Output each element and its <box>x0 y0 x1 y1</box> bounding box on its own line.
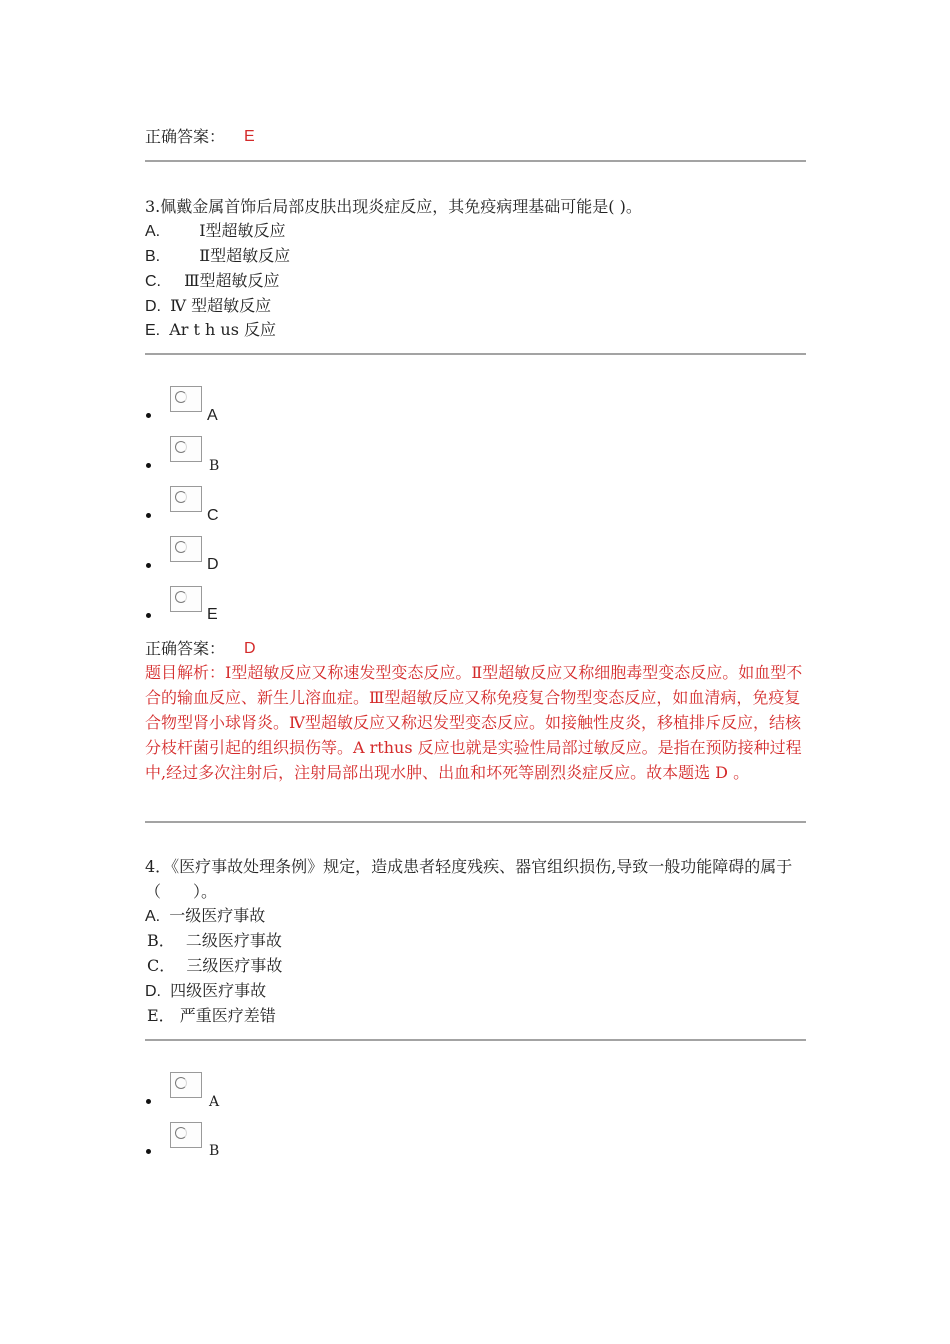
q4-option-text: 四级医疗事故 <box>170 981 267 1000</box>
choice-label: B <box>209 458 220 474</box>
question-4-stem: 4．《医疗事故处理条例》规定，造成患者轻度残疾、器官组织损伤,导致一般功能障碍的属于（ ）。 <box>145 857 793 901</box>
q3-option-a <box>145 221 286 242</box>
q4-option-letter: A. <box>145 908 161 925</box>
bullet <box>146 413 151 418</box>
q4-option-a <box>145 906 265 927</box>
q3-option-b <box>145 246 290 267</box>
explanation-text: 题目解析：Ⅰ型超敏反应又称速发型变态反应。Ⅱ型超敏反应又称细胞毒型变态反应。如血型不合的输血反应、新生儿溶血症。Ⅲ型超敏反应又称免疫复合物型变态反应，如血清病，免疫复合物型肾小球肾炎。Ⅳ型超敏反应又称迟发型变态反应。如接触性皮炎，移植排斥反应，结核分枝杆菌引起的组织损伤等。A rthus 反应也就是实验性局部过敏反应。是指在预防接种过程中,经过多次注射后，注射局部出现水肿、出血和坏死等剧烈炎症反应。故本题选 D 。 <box>145 663 803 782</box>
q3-option-letter: D. <box>145 298 161 315</box>
q4-option-text: 三级医疗事故 <box>186 956 283 975</box>
choice-label: B <box>209 1143 220 1159</box>
q3-option-text: Ⅲ型超敏反应 <box>184 271 280 290</box>
radio-button[interactable] <box>170 536 202 562</box>
radio-icon <box>175 1077 187 1089</box>
choice-label: E <box>207 606 218 623</box>
bullet <box>146 513 151 518</box>
bullet <box>146 1099 151 1104</box>
bullet <box>146 1149 151 1154</box>
q4-option-letter: B． <box>147 931 175 950</box>
divider <box>145 160 806 162</box>
q4-option-text: 二级医疗事故 <box>185 931 282 950</box>
radio-button[interactable] <box>170 586 202 612</box>
radio-button[interactable] <box>170 1122 202 1148</box>
bullet <box>146 463 151 468</box>
q3-option-text: Ⅳ 型超敏反应 <box>170 296 272 315</box>
bullet <box>146 563 151 568</box>
radio-button[interactable] <box>170 1072 202 1098</box>
question-3-stem: 3.佩戴金属首饰后局部皮肤出现炎症反应，其免疫病理基础可能是( )。 <box>145 197 642 216</box>
q3-option-letter: B. <box>145 248 161 265</box>
q4-option-e <box>147 1006 276 1026</box>
q4-option-b <box>147 931 282 951</box>
correct-answer-label: 正确答案： <box>145 639 226 658</box>
choice-label: A <box>209 1094 220 1110</box>
radio-button[interactable] <box>170 436 202 462</box>
choice-label: A <box>207 407 218 424</box>
radio-button[interactable] <box>170 386 202 412</box>
radio-icon <box>175 1127 187 1139</box>
q3-option-text: Ar t h us 反应 <box>169 320 277 339</box>
radio-icon <box>175 541 187 553</box>
q3-option-d <box>145 296 271 317</box>
q4-option-letter: E． <box>147 1006 175 1025</box>
choice-label: C <box>207 507 219 524</box>
bullet <box>146 613 151 618</box>
correct-answer-label: 正确答案： <box>145 127 226 146</box>
q4-option-c <box>147 956 282 976</box>
radio-icon <box>175 591 187 603</box>
q3-option-letter: C. <box>145 273 161 290</box>
radio-icon <box>175 491 187 503</box>
correct-answer-value: E <box>244 128 255 145</box>
q3-option-letter: A. <box>145 223 161 240</box>
q4-option-letter: C． <box>147 956 176 975</box>
q4-option-text: 严重医疗差错 <box>179 1006 276 1025</box>
correct-answer-value: D <box>244 640 256 657</box>
divider <box>145 1039 806 1041</box>
q3-option-e <box>145 320 276 341</box>
divider <box>145 821 806 823</box>
q3-option-text: Ⅱ型超敏反应 <box>199 246 291 265</box>
choice-label: D <box>207 556 219 573</box>
q3-option-c <box>145 271 280 292</box>
radio-icon <box>175 441 187 453</box>
q4-option-letter: D. <box>145 983 161 1000</box>
q4-option-text: 一级医疗事故 <box>169 906 266 925</box>
q3-option-text: Ⅰ型超敏反应 <box>199 221 286 240</box>
radio-icon <box>175 391 187 403</box>
q3-option-letter: E. <box>145 322 161 339</box>
radio-button[interactable] <box>170 486 202 512</box>
divider <box>145 353 806 355</box>
q4-option-d <box>145 981 266 1002</box>
